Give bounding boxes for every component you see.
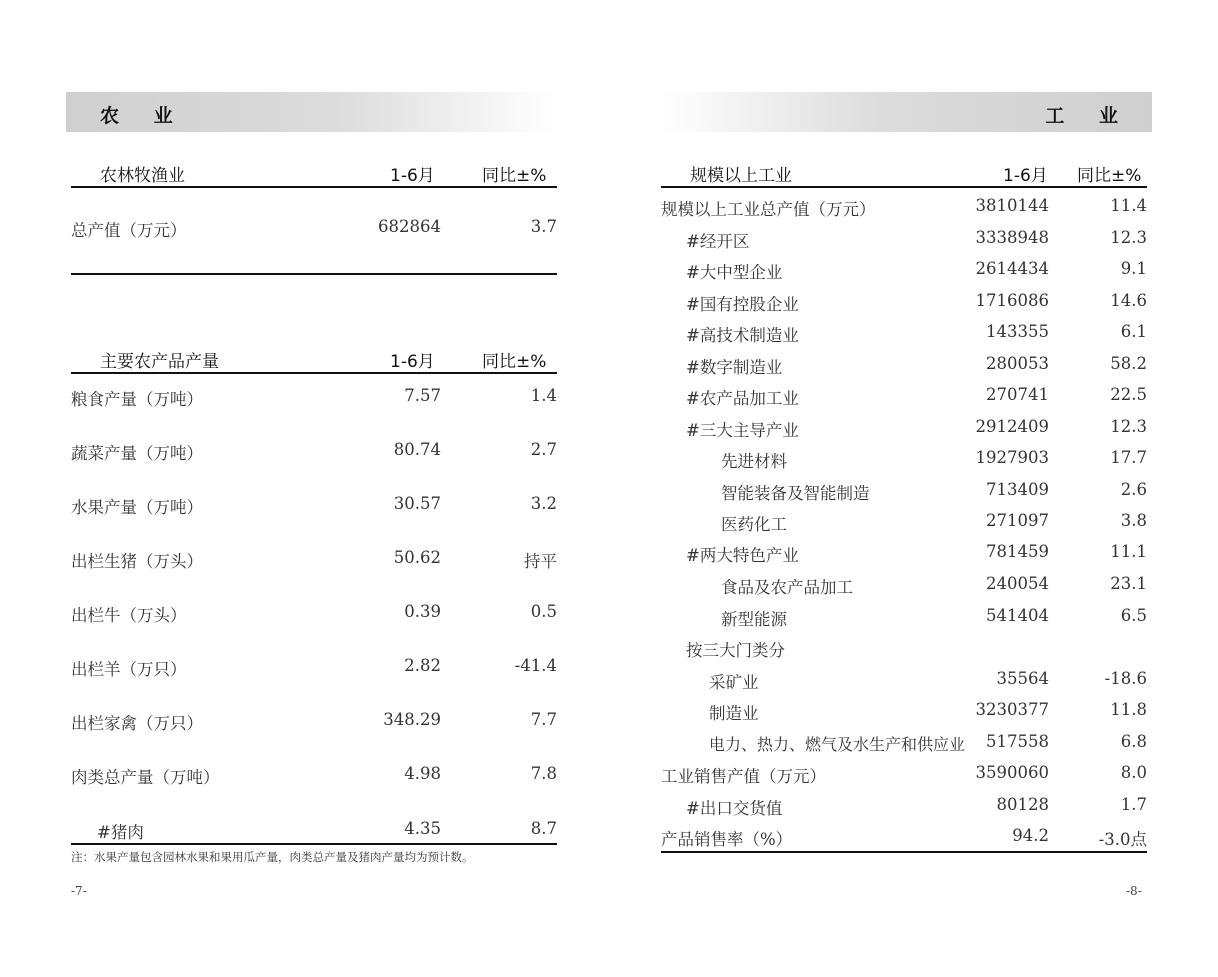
row-change: 12.3 (1110, 417, 1147, 436)
table-row (661, 795, 1147, 817)
row-label: 出栏牛（万头） (71, 606, 187, 625)
footnote: 注：水果产量包含园林水果和果用瓜产量，肉类总产量及猪肉产量均为预计数。 (71, 850, 474, 864)
table-row (661, 417, 1147, 439)
table-row (71, 602, 557, 624)
row-change: 1.4 (530, 386, 557, 405)
row-value: 517558 (986, 732, 1049, 751)
table-row (661, 826, 1147, 848)
row-label: 先进材料 (721, 452, 787, 471)
row-change: 持平 (524, 552, 557, 571)
table-row (661, 732, 1147, 754)
row-label: #经开区 (686, 232, 750, 251)
row-label: 出栏家禽（万只） (71, 714, 203, 733)
row-change: 17.7 (1110, 448, 1147, 467)
header-name: 规模以上工业 (690, 166, 792, 186)
table-bottom-rule (71, 843, 557, 845)
table-row (71, 494, 557, 516)
row-label: 制造业 (709, 704, 759, 723)
table-row (71, 217, 557, 239)
row-value: 94.2 (1012, 826, 1049, 845)
row-change: 0.5 (530, 602, 557, 621)
row-value: 80.74 (393, 440, 441, 459)
row-value: 50.62 (393, 548, 441, 567)
section-header-industry (661, 92, 1152, 132)
row-value: 2912409 (975, 417, 1049, 436)
row-label: 出栏羊（万只） (71, 660, 187, 679)
header-period: 1-6月 (1003, 166, 1048, 186)
row-value: 348.29 (383, 710, 441, 729)
row-value: 3810144 (975, 196, 1049, 215)
row-label: 粮食产量（万吨） (71, 390, 203, 409)
row-change: 11.4 (1110, 196, 1147, 215)
section-title: 农 业 (100, 105, 187, 127)
row-label: 电力、热力、燃气及水生产和供应业 (709, 735, 966, 754)
row-change: 58.2 (1110, 354, 1147, 373)
row-label: 食品及农产品加工 (721, 578, 853, 597)
row-label: #猪肉 (97, 823, 144, 842)
header-change: 同比±% (482, 166, 547, 186)
row-value: 3338948 (975, 228, 1049, 247)
row-change: 6.5 (1120, 606, 1147, 625)
row-value: 3230377 (975, 700, 1049, 719)
table-row (661, 606, 1147, 628)
table-row (661, 763, 1147, 785)
row-value: 2.82 (404, 656, 441, 675)
table-row (661, 354, 1147, 376)
row-label: 按三大门类分 (686, 641, 785, 660)
table-row (661, 542, 1147, 564)
row-value: 682864 (378, 217, 441, 236)
header-rule (71, 372, 557, 374)
row-value: 713409 (986, 480, 1049, 499)
table-row (71, 386, 557, 408)
table-row (661, 511, 1147, 533)
page-number-right: -8- (1126, 884, 1142, 898)
row-label: #两大特色产业 (686, 546, 799, 565)
row-change: -18.6 (1104, 669, 1147, 688)
table-bottom-rule (661, 851, 1147, 853)
row-value: 781459 (986, 542, 1049, 561)
row-change: 22.5 (1110, 385, 1147, 404)
header-rule (661, 186, 1147, 188)
table-row (661, 574, 1147, 596)
row-value: 143355 (986, 322, 1049, 341)
row-change: 3.7 (530, 217, 557, 236)
row-label: 规模以上工业总产值（万元） (661, 200, 876, 219)
row-value: 4.98 (404, 764, 441, 783)
row-label: 蔬菜产量（万吨） (71, 444, 203, 463)
table-row (661, 196, 1147, 218)
table-row (661, 291, 1147, 313)
row-change: 8.0 (1120, 763, 1147, 782)
row-value: 2614434 (975, 259, 1049, 278)
row-change: 8.7 (530, 819, 557, 838)
table-row (661, 448, 1147, 470)
section-header-agriculture (66, 92, 556, 132)
row-change: 12.3 (1110, 228, 1147, 247)
table-row (71, 764, 557, 786)
row-label: #大中型企业 (686, 263, 783, 282)
row-label: #数字制造业 (686, 358, 783, 377)
row-label: 总产值（万元） (71, 221, 187, 240)
header-change: 同比±% (1077, 166, 1142, 186)
row-change: 2.6 (1120, 480, 1147, 499)
row-change: -3.0点 (1098, 830, 1147, 849)
row-label: 工业销售产值（万元） (661, 767, 826, 786)
row-change: 11.8 (1110, 700, 1147, 719)
page-number-left: -7- (71, 884, 87, 898)
row-label: #高技术制造业 (686, 326, 799, 345)
table-row (71, 548, 557, 570)
row-change: 7.7 (530, 710, 557, 729)
row-label: 产品销售率（%） (661, 830, 793, 849)
header-name: 农林牧渔业 (100, 166, 185, 186)
table-row (661, 700, 1147, 722)
row-label: 智能装备及智能制造 (721, 484, 870, 503)
row-label: #国有控股企业 (686, 295, 799, 314)
row-change: 14.6 (1110, 291, 1147, 310)
table-row (661, 322, 1147, 344)
row-change: 11.1 (1110, 542, 1147, 561)
row-value: 1716086 (975, 291, 1049, 310)
row-value: 270741 (986, 385, 1049, 404)
row-value: 4.35 (404, 819, 441, 838)
table-row (71, 819, 557, 841)
table-row (661, 385, 1147, 407)
table-row (661, 669, 1147, 691)
row-change: 3.2 (530, 494, 557, 513)
header-period: 1-6月 (390, 166, 435, 186)
row-change: 6.1 (1120, 322, 1147, 341)
row-value: 240054 (986, 574, 1049, 593)
row-label: 肉类总产量（万吨） (71, 768, 220, 787)
header-name: 主要农产品产量 (100, 352, 219, 372)
table-row (661, 259, 1147, 281)
table-row (71, 710, 557, 732)
row-value: 80128 (996, 795, 1049, 814)
header-change: 同比±% (482, 352, 547, 372)
row-label: 医药化工 (721, 515, 787, 534)
header-period: 1-6月 (390, 352, 435, 372)
row-label: 出栏生猪（万头） (71, 552, 203, 571)
row-change: 3.8 (1120, 511, 1147, 530)
row-change: 6.8 (1120, 732, 1147, 751)
table-row (71, 440, 557, 462)
row-label: 水果产量（万吨） (71, 498, 203, 517)
row-change: 1.7 (1120, 795, 1147, 814)
row-value: 1927903 (975, 448, 1049, 467)
row-change: 23.1 (1110, 574, 1147, 593)
row-value: 35564 (996, 669, 1049, 688)
row-label: #出口交货值 (686, 799, 783, 818)
table-row (661, 480, 1147, 502)
section-title: 工 业 (1045, 105, 1132, 127)
table-bottom-rule (71, 273, 557, 275)
row-change: 2.7 (530, 440, 557, 459)
row-label: #三大主导产业 (686, 421, 799, 440)
row-value: 3590060 (975, 763, 1049, 782)
row-label: 新型能源 (721, 610, 787, 629)
row-change: -41.4 (514, 656, 557, 675)
row-value: 30.57 (393, 494, 441, 513)
row-label: 采矿业 (709, 673, 759, 692)
table-row (71, 656, 557, 678)
row-value: 271097 (986, 511, 1049, 530)
row-value: 0.39 (404, 602, 441, 621)
row-label: #农产品加工业 (686, 389, 799, 408)
table-row (661, 228, 1147, 250)
row-change: 9.1 (1120, 259, 1147, 278)
row-value: 7.57 (404, 386, 441, 405)
row-value: 541404 (986, 606, 1049, 625)
row-value: 280053 (986, 354, 1049, 373)
table-row (661, 637, 1147, 659)
header-rule (71, 186, 557, 188)
row-change: 7.8 (530, 764, 557, 783)
